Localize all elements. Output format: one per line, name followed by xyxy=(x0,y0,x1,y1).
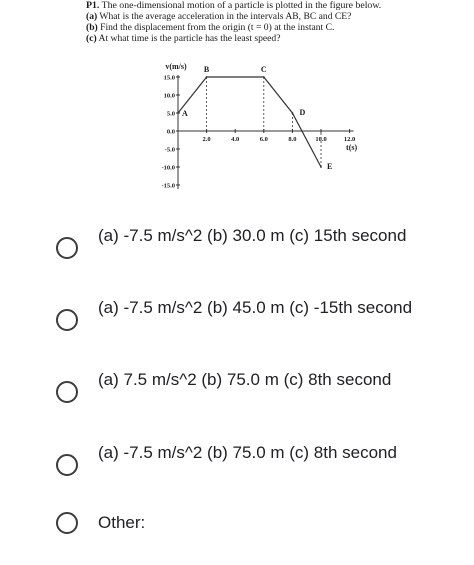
problem-part-c xyxy=(86,33,416,44)
point-label: E xyxy=(327,162,333,171)
x-tick-label: 10.0 xyxy=(315,136,327,143)
radio-button-icon[interactable] xyxy=(56,381,78,403)
answer-option-label: (a) -7.5 m/s^2 (b) 30.0 m (c) 15th second xyxy=(98,226,407,245)
radio-button-icon[interactable] xyxy=(56,512,78,534)
y-tick-label: -10.0 xyxy=(161,164,175,172)
point-marker xyxy=(177,112,179,114)
point-marker xyxy=(320,166,322,168)
problem-part-b xyxy=(86,22,416,33)
part-text: At what time is the particle has the least speed? xyxy=(96,33,281,44)
part-label: (a) xyxy=(86,11,98,22)
radio-button-icon[interactable] xyxy=(56,237,78,259)
y-tick-label: 5.0 xyxy=(166,110,175,118)
y-tick-label: 0.0 xyxy=(166,128,175,136)
answer-option-label: (a) -7.5 m/s^2 (b) 75.0 m (c) 8th second xyxy=(98,443,397,462)
y-axis-title: v(m/s) xyxy=(165,62,187,71)
point-marker xyxy=(292,112,294,114)
y-tick-label: -5.0 xyxy=(164,146,175,154)
problem-number: P1. xyxy=(86,0,100,11)
point-label: D xyxy=(299,108,306,117)
x-tick-label: 2.0 xyxy=(202,136,211,143)
x-axis-title: t(s) xyxy=(346,143,358,152)
x-tick-label: 6.0 xyxy=(259,136,268,143)
point-marker xyxy=(206,76,208,78)
part-label: (b) xyxy=(86,22,98,33)
answer-option-label: (a) -7.5 m/s^2 (b) 45.0 m (c) -15th second xyxy=(98,298,413,317)
part-label: (c) xyxy=(86,33,97,44)
y-tick-label: 15.0 xyxy=(163,74,175,82)
problem-title xyxy=(86,0,416,11)
problem-part-a xyxy=(86,11,416,22)
point-label: A xyxy=(182,109,188,118)
radio-button-icon[interactable] xyxy=(56,454,78,476)
y-tick-label: -15.0 xyxy=(161,182,175,190)
part-text: What is the average acceleration in the intervals AB, BC and CE? xyxy=(97,11,352,22)
point-label: C xyxy=(260,65,267,74)
radio-button-icon[interactable] xyxy=(56,309,78,331)
problem-title-text: The one-dimensional motion of a particle is plotted in the figure below. xyxy=(99,0,382,11)
point-marker xyxy=(263,76,265,78)
x-tick-label: 12.0 xyxy=(343,136,356,143)
point-label: B xyxy=(203,65,210,74)
x-tick-label: 4.0 xyxy=(231,136,240,143)
y-tick-label: 10.0 xyxy=(163,92,175,100)
part-text: Find the displacement from the origin (t = 0) at the instant C. xyxy=(97,22,335,33)
answer-option-label: Other: xyxy=(98,513,146,532)
answer-option-label: (a) 7.5 m/s^2 (b) 75.0 m (c) 8th second xyxy=(98,370,392,389)
velocity-line xyxy=(178,77,321,167)
velocity-time-graph xyxy=(130,58,370,198)
problem-statement xyxy=(86,0,416,44)
x-tick-label: 8.0 xyxy=(288,136,297,143)
